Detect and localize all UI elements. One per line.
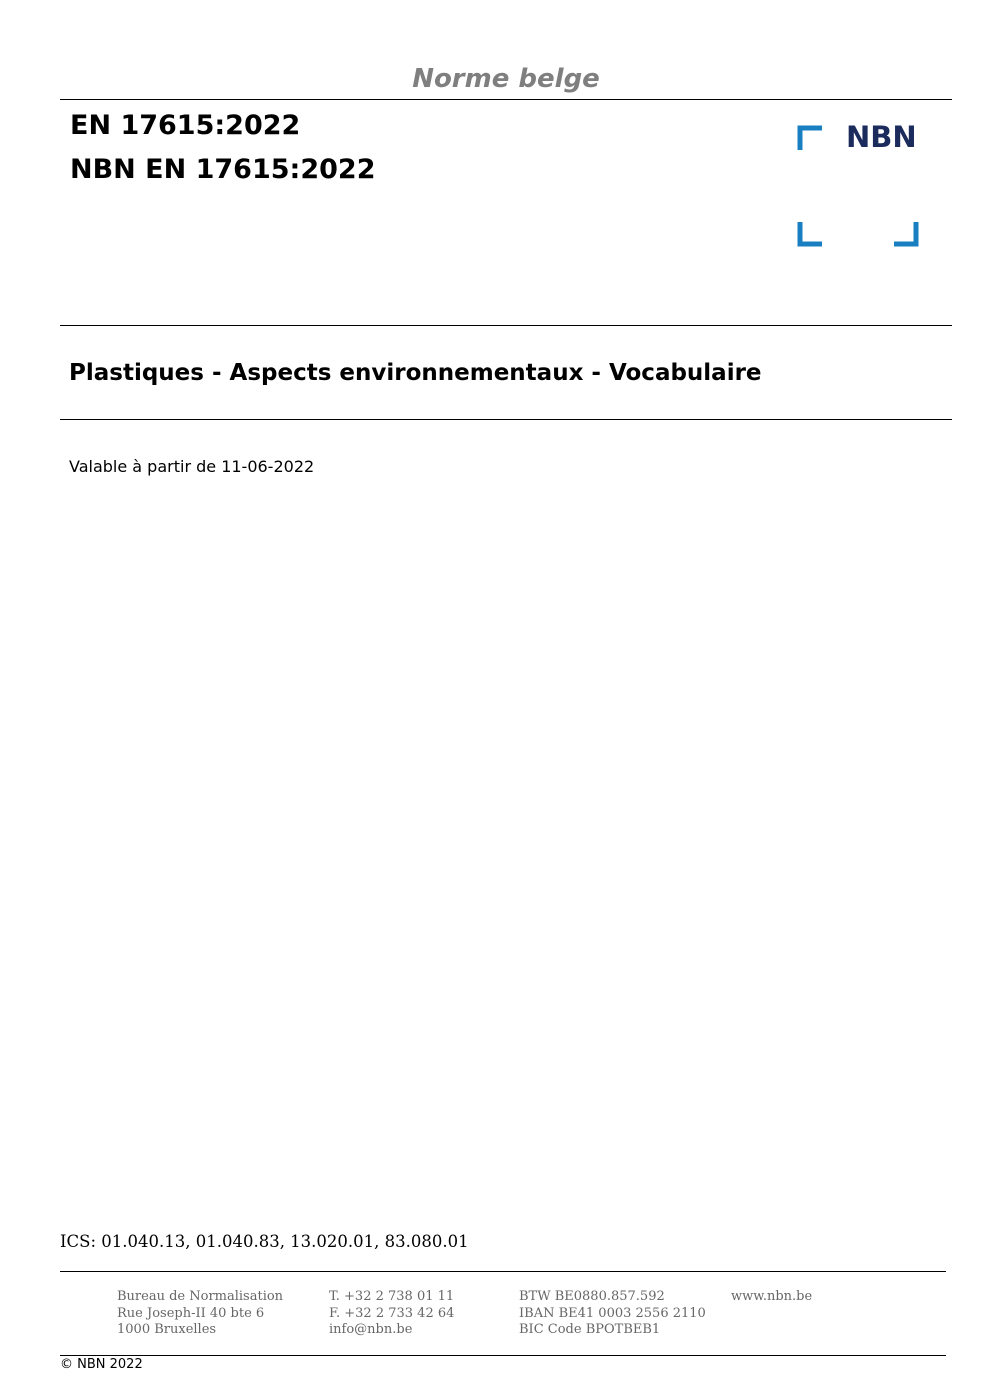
validity-date: Valable à partir de 11-06-2022: [69, 457, 315, 476]
phone: T. +32 2 738 01 11: [329, 1289, 455, 1304]
iban: IBAN BE41 0003 2556 2110: [519, 1305, 706, 1321]
footer-website: [731, 1289, 812, 1306]
standard-code-en: EN 17615:2022: [70, 110, 301, 141]
divider: [60, 325, 952, 326]
email-link[interactable]: info@nbn.be: [329, 1322, 413, 1337]
bic-code: BIC Code BPOTBEB1: [519, 1322, 661, 1337]
divider: [60, 419, 952, 420]
header-rule: [60, 99, 952, 100]
footer-contact: [329, 1289, 454, 1339]
address-line: Rue Joseph-II 40 bte 6: [117, 1305, 265, 1321]
nbn-logo: [796, 120, 920, 248]
standard-code-nbn: NBN EN 17615:2022: [70, 154, 376, 185]
fax: F. +32 2 733 42 64: [329, 1305, 455, 1321]
website-link[interactable]: www.nbn.be: [731, 1289, 813, 1304]
document-type: Norme belge: [412, 64, 600, 94]
address-line: 1000 Bruxelles: [117, 1322, 217, 1337]
footer-rule: [60, 1271, 946, 1272]
copyright: © NBN 2022: [60, 1357, 143, 1372]
footer-bank: [519, 1289, 706, 1339]
document-title: Plastiques - Aspects environnementaux - Vocabulaire: [69, 360, 762, 386]
footer-bottom-rule: [60, 1355, 946, 1356]
ics-codes: ICS: 01.040.13, 01.040.83, 13.020.01, 83.080.01: [60, 1232, 469, 1251]
nbn-logo-text: NBN: [846, 120, 917, 154]
footer-address: [117, 1289, 283, 1339]
address-line: Bureau de Normalisation: [117, 1289, 284, 1304]
vat-number: BTW BE0880.857.592: [519, 1289, 665, 1304]
